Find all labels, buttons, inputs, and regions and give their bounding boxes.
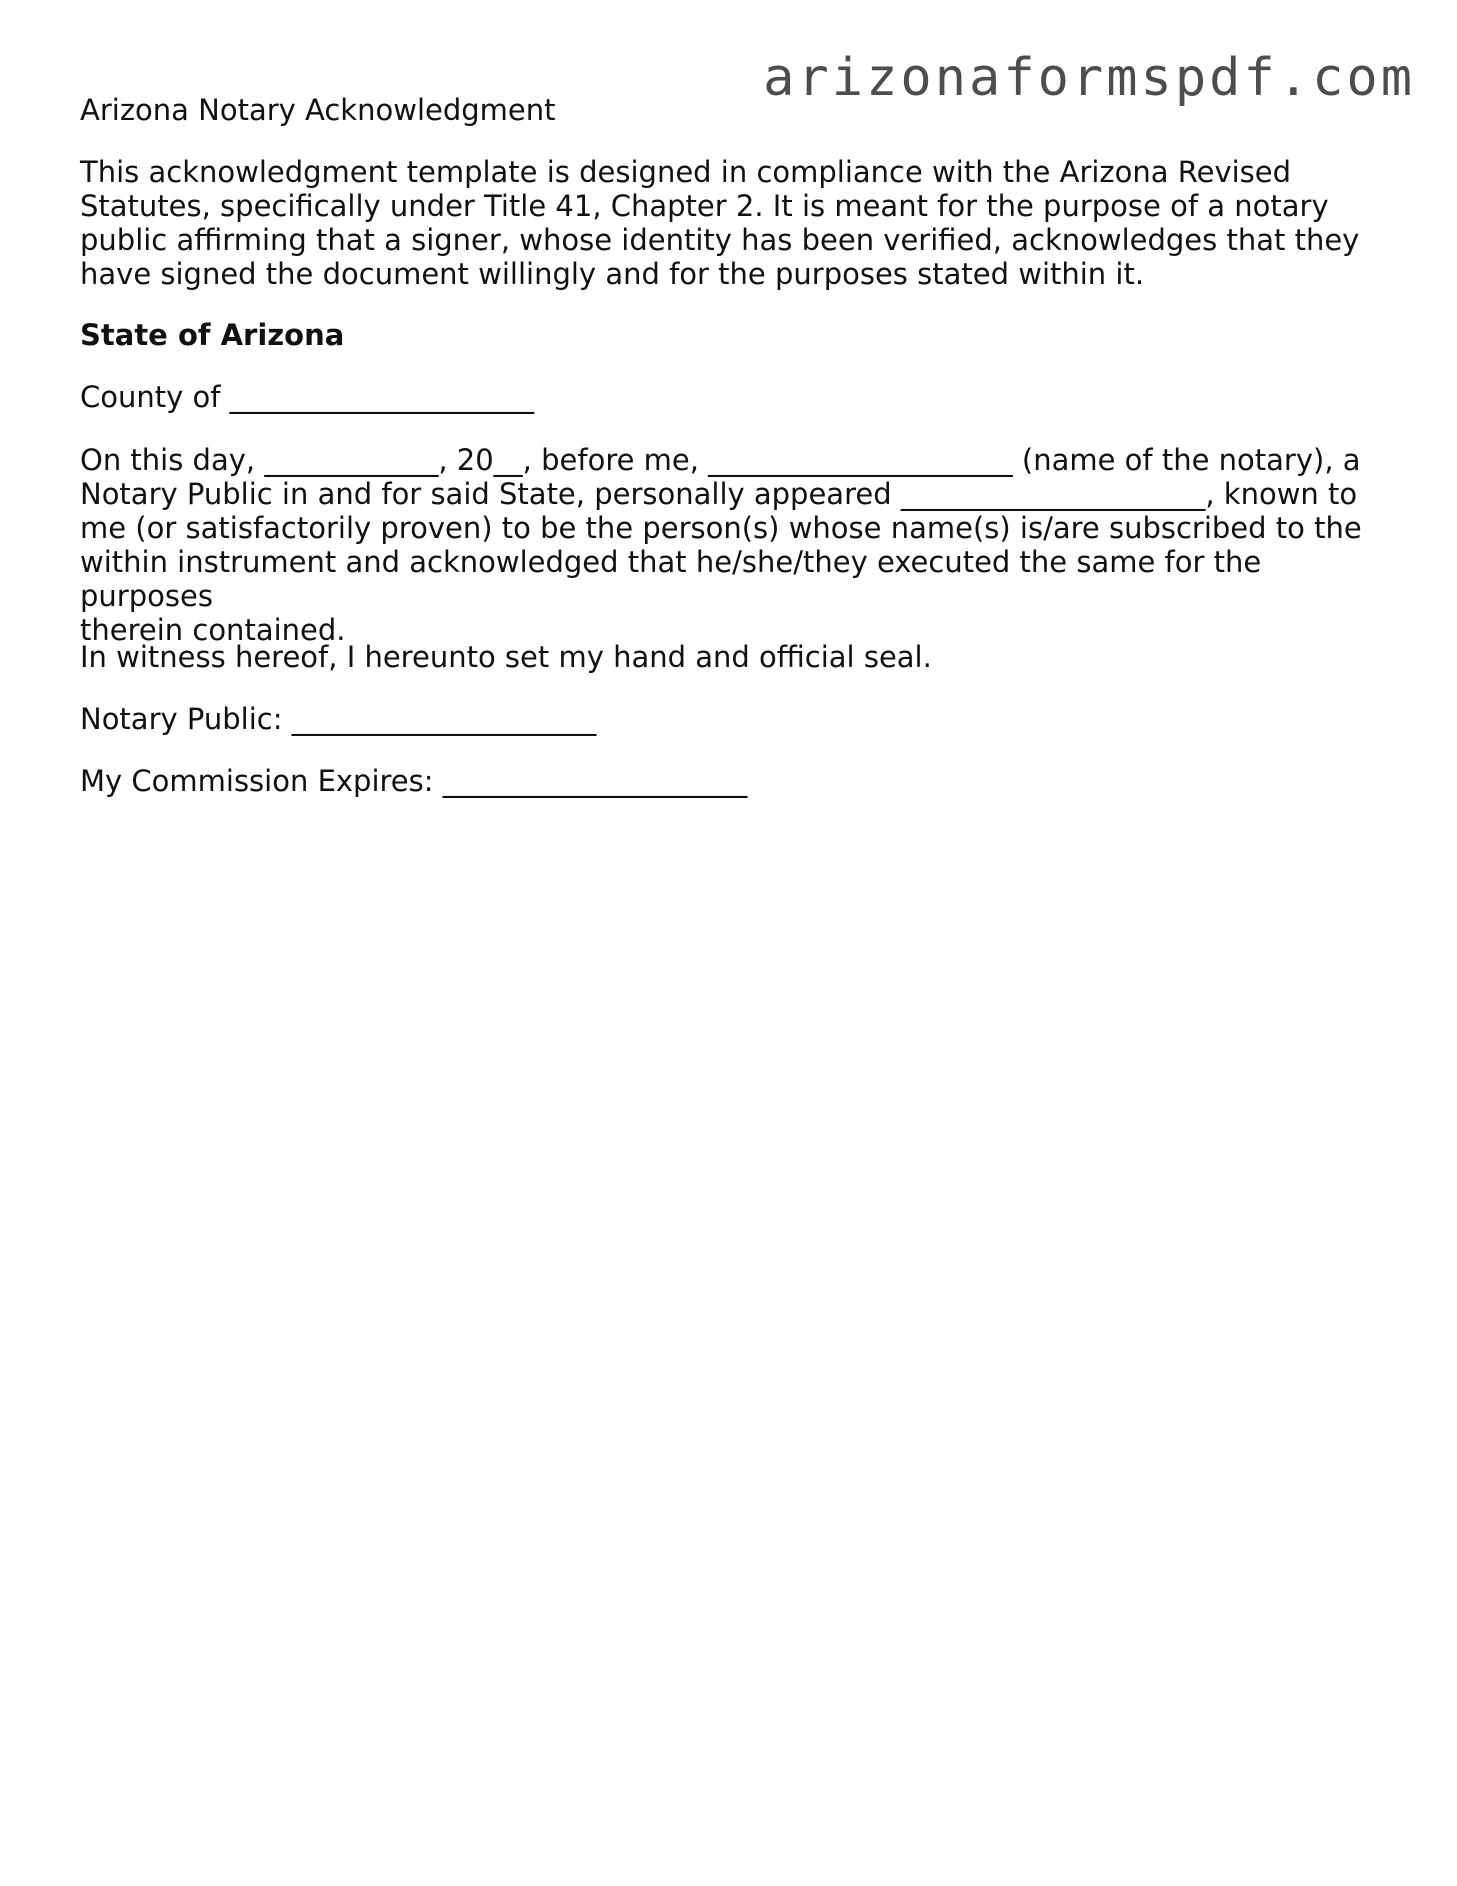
- intro-paragraph: This acknowledgment template is designed in compliance with the Arizona Revised Statutes, specifically under Title 41, Chapter 2. It is meant for the purpose of a notary public affirming that a signer, whose identity has been verified, acknowledges that they have signed the document willingly and for the purposes stated within it.: [80, 155, 1360, 291]
- witness-statement: In witness hereof, I hereunto set my hand and official seal.: [80, 640, 932, 674]
- site-watermark: arizonaformspdf.com: [763, 48, 1415, 108]
- notary-public-line: Notary Public: _____________________: [80, 702, 597, 736]
- state-heading: State of Arizona: [80, 318, 345, 352]
- county-line: County of _____________________: [80, 380, 535, 414]
- commission-expires-line: My Commission Expires: _____________________: [80, 764, 748, 798]
- document-title: Arizona Notary Acknowledgment: [80, 93, 556, 127]
- acknowledgment-body: On this day, ____________, 20__, before me, _____________________ (name of the notary), a Notary Public in and for said State, personally appeared _____________________, known to me (or satisfactorily proven) to be the person(s) whose name(s) is/are subscribed to the within instrument and acknowledged that he/she/they executed the same for the purposes therein contained.: [80, 443, 1362, 647]
